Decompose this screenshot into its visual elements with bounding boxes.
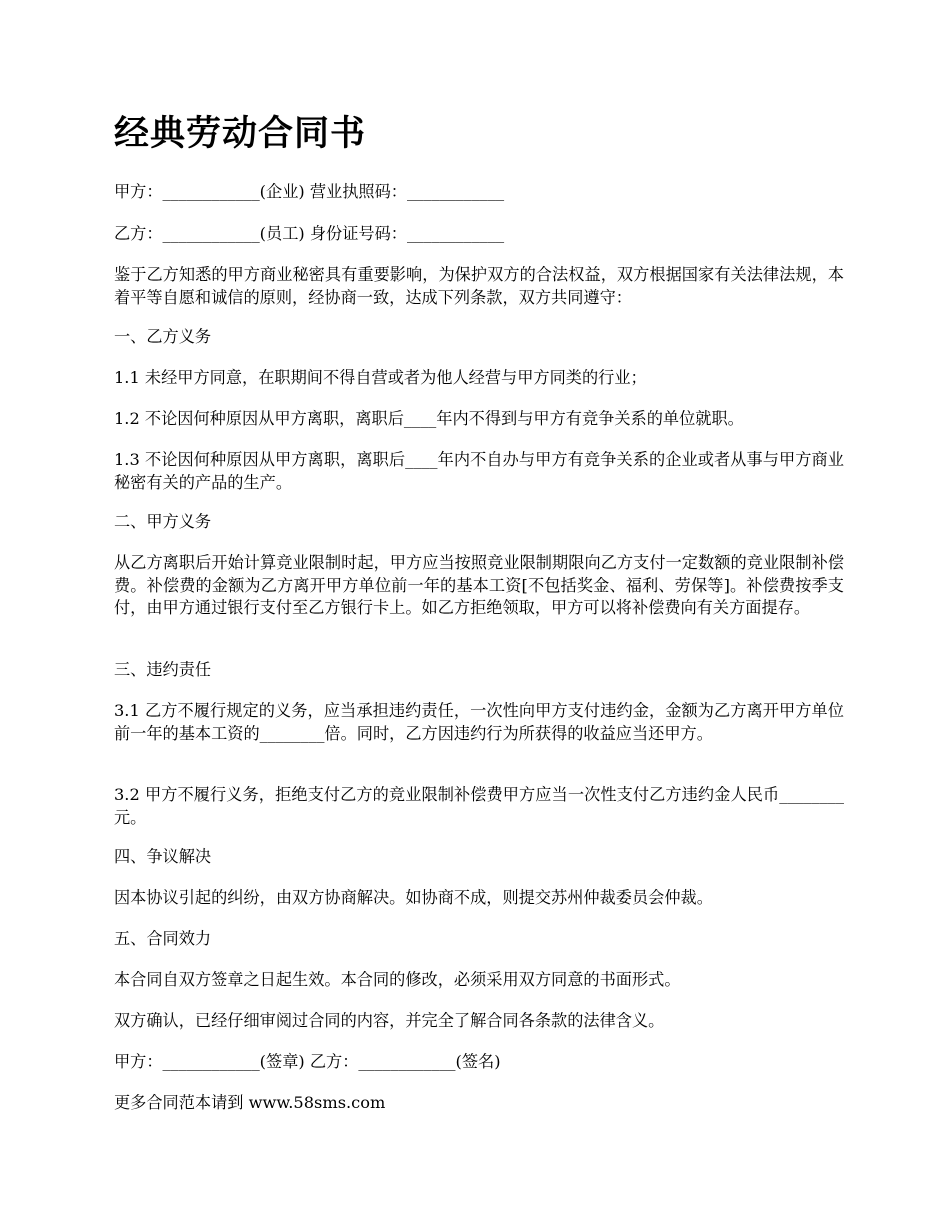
- document-title: 经典劳动合同书: [114, 114, 367, 154]
- clause-1-3: 1.3 不论因何种原因从甲方离职，离职后____年内不自办与甲方有竞争关系的企业或者从事与甲方商业秘密有关的产品的生产。: [114, 450, 844, 492]
- section-2-paragraph: 从乙方离职后开始计算竞业限制时起，甲方应当按照竞业限制期限向乙方支付一定数额的竞业限制补偿费。补偿费的金额为乙方离开甲方单位前一年的基本工资[不包括奖金、福利、劳保等]。补偿费按季支付，由甲方通过银行支付至乙方银行卡上。如乙方拒绝领取，甲方可以将补偿费向有关方面提存。: [114, 553, 844, 617]
- dispute-paragraph: 因本协议引起的纠纷，由双方协商解决。如协商不成，则提交苏州仲裁委员会仲裁。: [114, 888, 713, 907]
- section-heading-3: 三、违约责任: [114, 660, 212, 679]
- section-heading-5: 五、合同效力: [114, 929, 212, 948]
- confirmation-paragraph: 双方确认，已经仔细审阅过合同的内容，并完全了解合同各条款的法律含义。: [114, 1011, 665, 1030]
- party-b-line: 乙方：____________(员工) 身份证号码：____________: [114, 224, 505, 243]
- signature-line: 甲方：____________(签章) 乙方：____________(签名): [114, 1052, 501, 1071]
- preamble-paragraph: 鉴于乙方知悉的甲方商业秘密具有重要影响，为保护双方的合法权益，双方根据国家有关法律法规，本着平等自愿和诚信的原则，经协商一致，达成下列条款，双方共同遵守：: [114, 265, 844, 307]
- clause-1-2: 1.2 不论因何种原因从甲方离职，离职后____年内不得到与甲方有竞争关系的单位就职。: [114, 409, 744, 428]
- section-heading-1: 一、乙方义务: [114, 327, 212, 346]
- clause-3-2: 3.2 甲方不履行义务，拒绝支付乙方的竞业限制补偿费甲方应当一次性支付乙方违约金人民币________元。: [114, 785, 844, 827]
- clause-3-1: 3.1 乙方不履行规定的义务，应当承担违约责任，一次性向甲方支付违约金，金额为乙方离开甲方单位前一年的基本工资的________倍。同时，乙方因违约行为所获得的收益应当还甲方。: [114, 701, 844, 743]
- footer-note: 更多合同范本请到 www.58sms.com: [114, 1093, 386, 1112]
- effectiveness-paragraph: 本合同自双方签章之日起生效。本合同的修改，必须采用双方同意的书面形式。: [114, 970, 681, 989]
- clause-1-1: 1.1 未经甲方同意，在职期间不得自营或者为他人经营与甲方同类的行业；: [114, 368, 647, 387]
- section-heading-2: 二、甲方义务: [114, 512, 212, 531]
- section-heading-4: 四、争议解决: [114, 847, 212, 866]
- party-a-line: 甲方：____________(企业) 营业执照码：____________: [114, 182, 505, 201]
